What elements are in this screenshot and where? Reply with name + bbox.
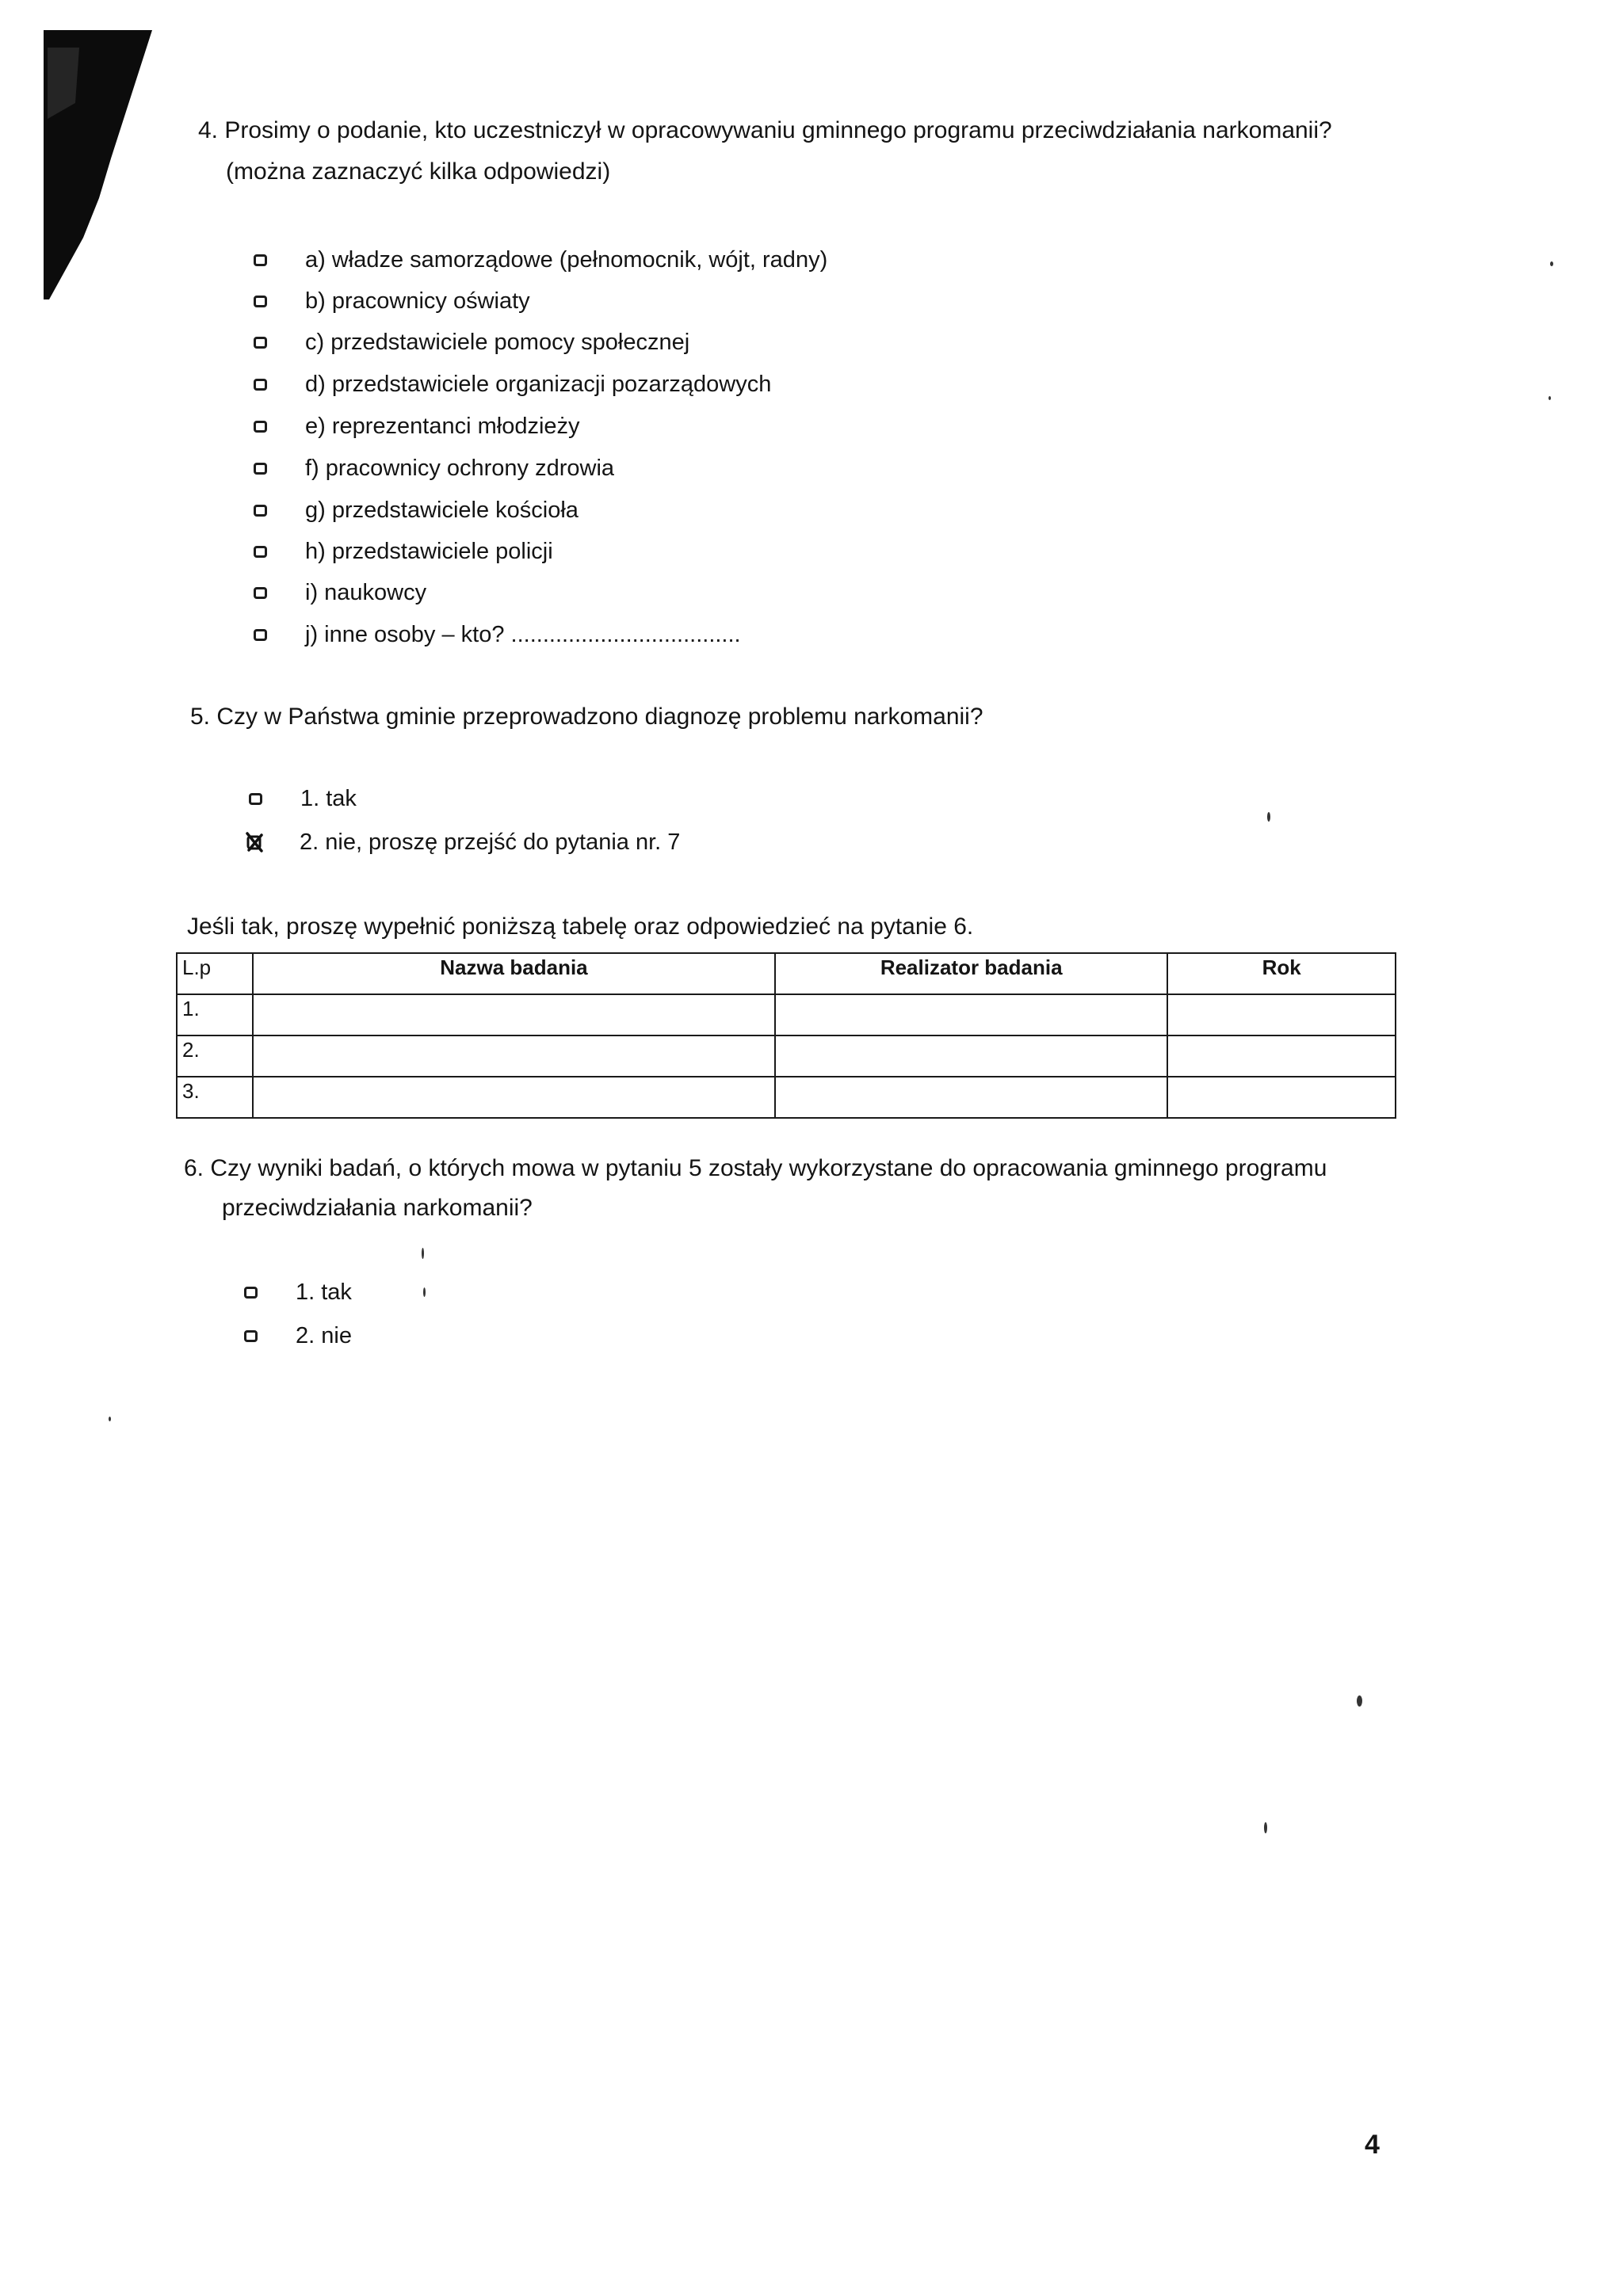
q5-question: 5. Czy w Państwa gminie przeprowadzono diagnozę problemu narkomanii?: [190, 704, 983, 730]
q6-option-tak[interactable]: 1. tak: [244, 1278, 352, 1306]
scan-corner-artifact: [0, 0, 158, 301]
q4-option-h[interactable]: h) przedstawiciele policji: [254, 537, 553, 566]
cell-nazwa[interactable]: [253, 1077, 775, 1118]
q4-option-g[interactable]: g) przedstawiciele kościoła: [254, 496, 579, 524]
scan-speck: [1357, 1695, 1362, 1707]
q4-option-d[interactable]: d) przedstawiciele organizacji pozarządowych: [254, 370, 771, 399]
scan-speck: [423, 1287, 426, 1297]
scan-speck: [1549, 396, 1551, 400]
cell-rok[interactable]: [1167, 1077, 1396, 1118]
scan-speck: [1267, 812, 1270, 822]
q4-option-f[interactable]: f) pracownicy ochrony zdrowia: [254, 454, 614, 482]
q4-option-a[interactable]: a) władze samorządowe (pełnomocnik, wójt, radny): [254, 246, 827, 274]
checkbox-icon[interactable]: [254, 379, 267, 391]
q4-option-c[interactable]: c) przedstawiciele pomocy społecznej: [254, 328, 689, 357]
checkbox-icon[interactable]: [249, 793, 262, 805]
row-number: 1.: [177, 994, 253, 1035]
checkbox-icon[interactable]: [244, 1330, 258, 1342]
table-row: [177, 1077, 1396, 1118]
scan-speck: [422, 1248, 424, 1259]
cell-realizator[interactable]: [775, 994, 1167, 1035]
q4-option-e[interactable]: e) reprezentanci młodzieży: [254, 412, 580, 441]
checkbox-icon[interactable]: [254, 505, 267, 517]
q5-option-tak[interactable]: 1. tak: [249, 784, 357, 813]
checkbox-icon[interactable]: [254, 587, 267, 599]
table-header-row: [177, 953, 1396, 994]
cell-nazwa[interactable]: [253, 994, 775, 1035]
q4-question: 4. Prosimy o podanie, kto uczestniczył w opracowywaniu gminnego programu przeciwdziałania narkomanii?: [198, 117, 1332, 143]
page-number: 4: [1365, 2130, 1380, 2160]
checkbox-icon[interactable]: [254, 546, 267, 558]
header-rok: Rok: [1167, 953, 1396, 994]
q4-note: (można zaznaczyć kilka odpowiedzi): [226, 158, 611, 185]
table-row: [177, 1035, 1396, 1077]
checkbox-icon[interactable]: [254, 421, 267, 433]
header-realizator-badania: Realizator badania: [775, 953, 1167, 994]
checkbox-icon[interactable]: [254, 337, 267, 349]
q5-option-nie[interactable]: 2. nie, proszę przejść do pytania nr. 7: [246, 828, 680, 856]
header-nazwa-badania: Nazwa badania: [253, 953, 775, 994]
q4-option-b[interactable]: b) pracownicy oświaty: [254, 287, 530, 315]
checkbox-icon[interactable]: [254, 629, 267, 641]
q4-option-j[interactable]: j) inne osoby – kto? ....................................: [254, 620, 741, 649]
row-number: 3.: [177, 1077, 253, 1118]
checkbox-icon[interactable]: [254, 254, 267, 266]
header-lp: L.p: [177, 953, 253, 994]
checkbox-icon[interactable]: [244, 1287, 258, 1299]
table-row: [177, 994, 1396, 1035]
q5-instruction: Jeśli tak, proszę wypełnić poniższą tabelę oraz odpowiedzieć na pytanie 6.: [187, 913, 974, 940]
cell-realizator[interactable]: [775, 1077, 1167, 1118]
scan-speck: [1550, 261, 1553, 266]
checked-x-icon[interactable]: [246, 832, 265, 852]
row-number: 2.: [177, 1035, 253, 1077]
scan-speck: [109, 1417, 111, 1421]
q6-question-line2: przeciwdziałania narkomanii?: [222, 1195, 533, 1221]
cell-realizator[interactable]: [775, 1035, 1167, 1077]
checkbox-icon[interactable]: [254, 296, 267, 307]
cell-rok[interactable]: [1167, 994, 1396, 1035]
scan-speck: [1264, 1822, 1267, 1833]
q6-question-line1: 6. Czy wyniki badań, o których mowa w pytaniu 5 zostały wykorzystane do opracowania gminnego programu: [184, 1155, 1327, 1181]
cell-nazwa[interactable]: [253, 1035, 775, 1077]
q4-option-i[interactable]: i) naukowcy: [254, 578, 426, 607]
cell-rok[interactable]: [1167, 1035, 1396, 1077]
q6-option-nie[interactable]: 2. nie: [244, 1322, 352, 1350]
checkbox-icon[interactable]: [254, 463, 267, 475]
diagnosis-table: [176, 952, 1396, 1119]
